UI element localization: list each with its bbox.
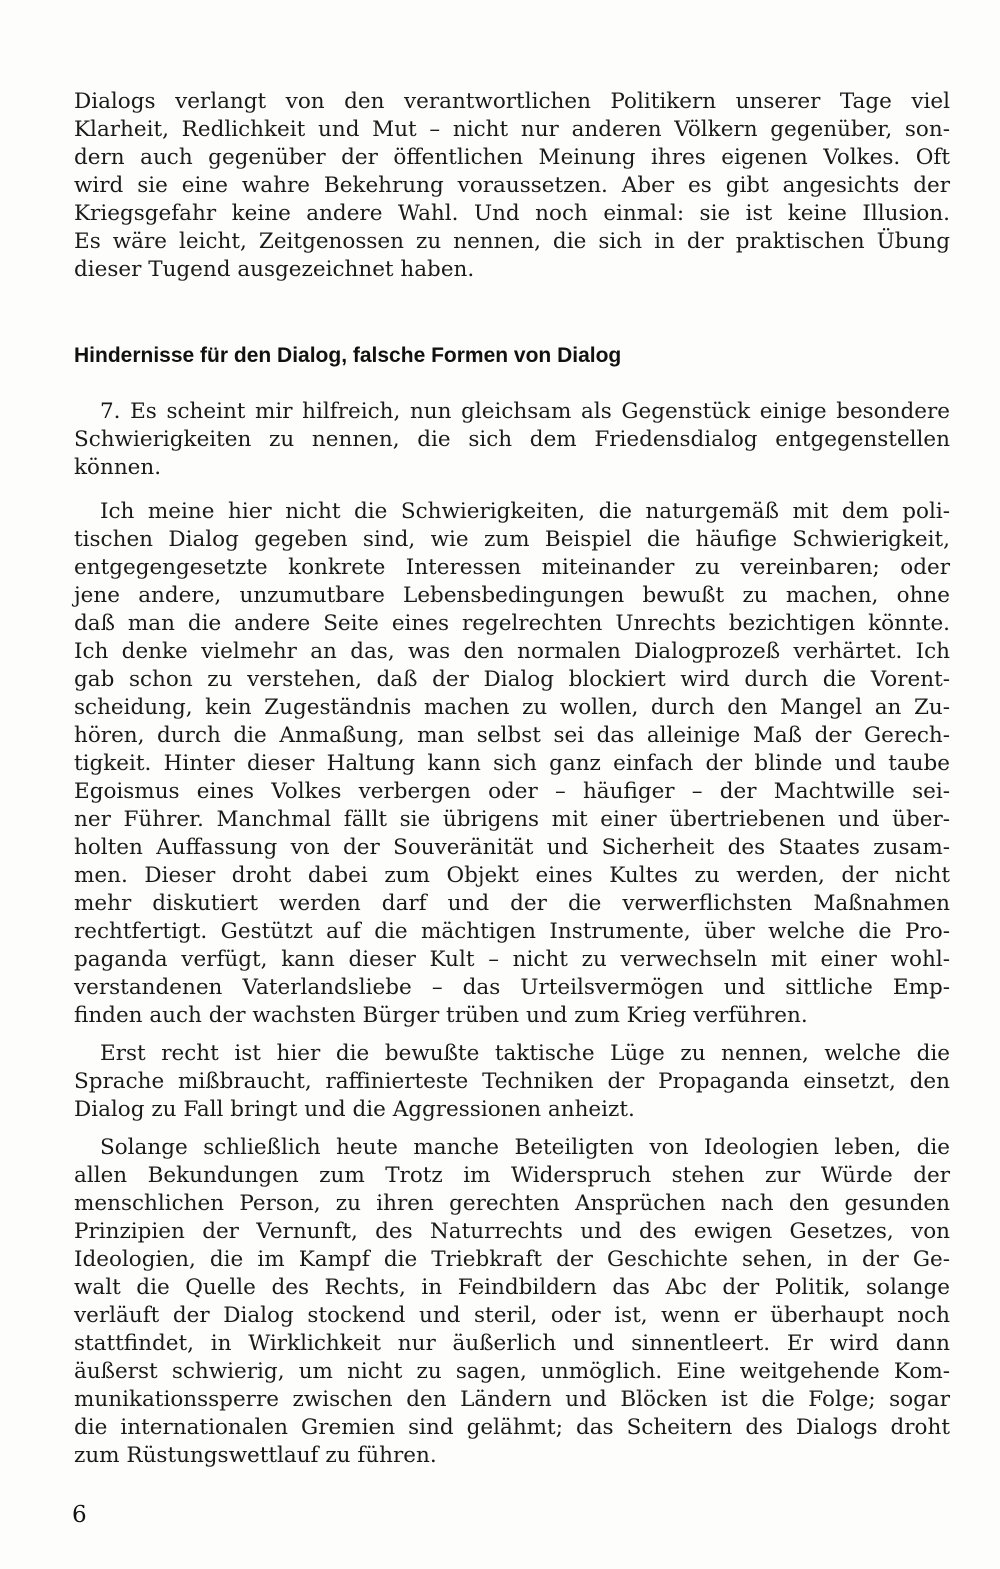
- text-line: 7. Es scheint mir hilfreich, nun gleichsam als Gegenstück einige besondere: [100, 399, 950, 424]
- text-line: holten Auffassung von der Souveränität und Sicherheit des Staates zusam-: [74, 835, 950, 860]
- text-line: rechtfertigt. Gestützt auf die mächtigen Instrumente, über welche die Pro-: [74, 919, 950, 944]
- text-line: paganda verfügt, kann dieser Kult – nicht zu verwechseln mit einer wohl-: [74, 947, 950, 972]
- text-line: verläuft der Dialog stockend und steril, oder ist, wenn er überhaupt noch: [74, 1303, 950, 1328]
- text-line: scheidung, kein Zugeständnis machen zu wollen, durch den Mangel an Zu-: [74, 695, 950, 720]
- text-line: zum Rüstungswettlauf zu führen.: [74, 1443, 437, 1468]
- text-line: Prinzipien der Vernunft, des Naturrechts und des ewigen Gesetzes, von: [74, 1219, 950, 1244]
- text-line: wird sie eine wahre Bekehrung voraussetzen. Aber es gibt angesichts der: [74, 173, 950, 198]
- text-line: dern auch gegenüber der öffentlichen Meinung ihres eigenen Volkes. Oft: [74, 145, 950, 170]
- section-heading: Hindernisse für den Dialog, falsche Formen von Dialog: [74, 344, 622, 367]
- text-line: Erst recht ist hier die bewußte taktische Lüge zu nennen, welche die: [100, 1041, 950, 1066]
- text-line: die internationalen Gremien sind gelähmt; das Scheitern des Dialogs droht: [74, 1415, 950, 1440]
- text-line: Ich denke vielmehr an das, was den normalen Dialogprozeß verhärtet. Ich: [74, 639, 950, 664]
- paragraph-difficulties: [74, 498, 950, 1030]
- text-line: Kriegsgefahr keine andere Wahl. Und noch einmal: sie ist keine Illusion.: [74, 201, 950, 226]
- text-line: können.: [74, 455, 162, 480]
- text-line: Dialogs verlangt von den verantwortlichen Politikern unserer Tage viel: [74, 89, 950, 114]
- paragraph-ideologies: [74, 1134, 950, 1470]
- page-number: 6: [72, 1502, 87, 1528]
- text-line: men. Dieser droht dabei zum Objekt eines Kultes zu werden, der nicht: [74, 863, 950, 888]
- text-line: Sprache mißbraucht, raffinierteste Techniken der Propaganda einsetzt, den: [74, 1069, 950, 1094]
- text-line: allen Bekundungen zum Trotz im Widerspruch stehen zur Würde der: [74, 1163, 950, 1188]
- text-line: Solange schließlich heute manche Beteiligten von Ideologien leben, die: [100, 1135, 950, 1160]
- intro-paragraph: [74, 88, 950, 284]
- text-line: gab schon zu verstehen, daß der Dialog blockiert wird durch die Vorent-: [74, 667, 950, 692]
- paragraph-7: [74, 398, 950, 482]
- text-line: walt die Quelle des Rechts, in Feindbildern das Abc der Politik, solange: [74, 1275, 950, 1300]
- text-line: ner Führer. Manchmal fällt sie übrigens mit einer übertriebenen und über-: [74, 807, 950, 832]
- text-line: mehr diskutiert werden darf und der die verwerflichsten Maßnahmen: [74, 891, 950, 916]
- text-line: tischen Dialog gegeben sind, wie zum Beispiel die häufige Schwierigkeit,: [74, 527, 950, 552]
- text-line: jene andere, unzumutbare Lebensbedingungen bewußt zu machen, ohne: [74, 583, 950, 608]
- text-line: Schwierigkeiten zu nennen, die sich dem Friedensdialog entgegenstellen: [74, 427, 950, 452]
- text-line: dieser Tugend ausgezeichnet haben.: [74, 257, 475, 282]
- text-line: menschlichen Person, zu ihren gerechten Ansprüchen nach den gesunden: [74, 1191, 950, 1216]
- text-line: Egoismus eines Volkes verbergen oder – häufiger – der Machtwille sei-: [74, 779, 950, 804]
- text-line: Ideologien, die im Kampf die Triebkraft der Geschichte sehen, in der Ge-: [74, 1247, 950, 1272]
- text-line: Klarheit, Redlichkeit und Mut – nicht nur anderen Völkern gegenüber, son-: [74, 117, 950, 142]
- text-line: finden auch der wachsten Bürger trüben und zum Krieg verführen.: [74, 1003, 808, 1028]
- paragraph-propaganda: [74, 1040, 950, 1124]
- text-line: stattfindet, in Wirklichkeit nur äußerlich und sinnentleert. Er wird dann: [74, 1331, 950, 1356]
- text-line: hören, durch die Anmaßung, man selbst sei das alleinige Maß der Gerech-: [74, 723, 950, 748]
- text-line: verstandenen Vaterlandsliebe – das Urteilsvermögen und sittliche Emp-: [74, 975, 950, 1000]
- text-line: Es wäre leicht, Zeitgenossen zu nennen, die sich in der praktischen Übung: [74, 229, 950, 254]
- text-line: Ich meine hier nicht die Schwierigkeiten, die naturgemäß mit dem poli-: [100, 499, 950, 524]
- text-line: Dialog zu Fall bringt und die Aggressionen anheizt.: [74, 1097, 635, 1122]
- text-line: äußerst schwierig, um nicht zu sagen, unmöglich. Eine weitgehende Kom-: [74, 1359, 950, 1384]
- text-line: daß man die andere Seite eines regelrechten Unrechts bezichtigen könnte.: [74, 611, 950, 636]
- text-line: munikationssperre zwischen den Ländern und Blöcken ist die Folge; sogar: [74, 1387, 950, 1412]
- text-line: tigkeit. Hinter dieser Haltung kann sich ganz einfach der blinde und taube: [74, 751, 950, 776]
- text-line: entgegengesetzte konkrete Interessen miteinander zu vereinbaren; oder: [74, 555, 950, 580]
